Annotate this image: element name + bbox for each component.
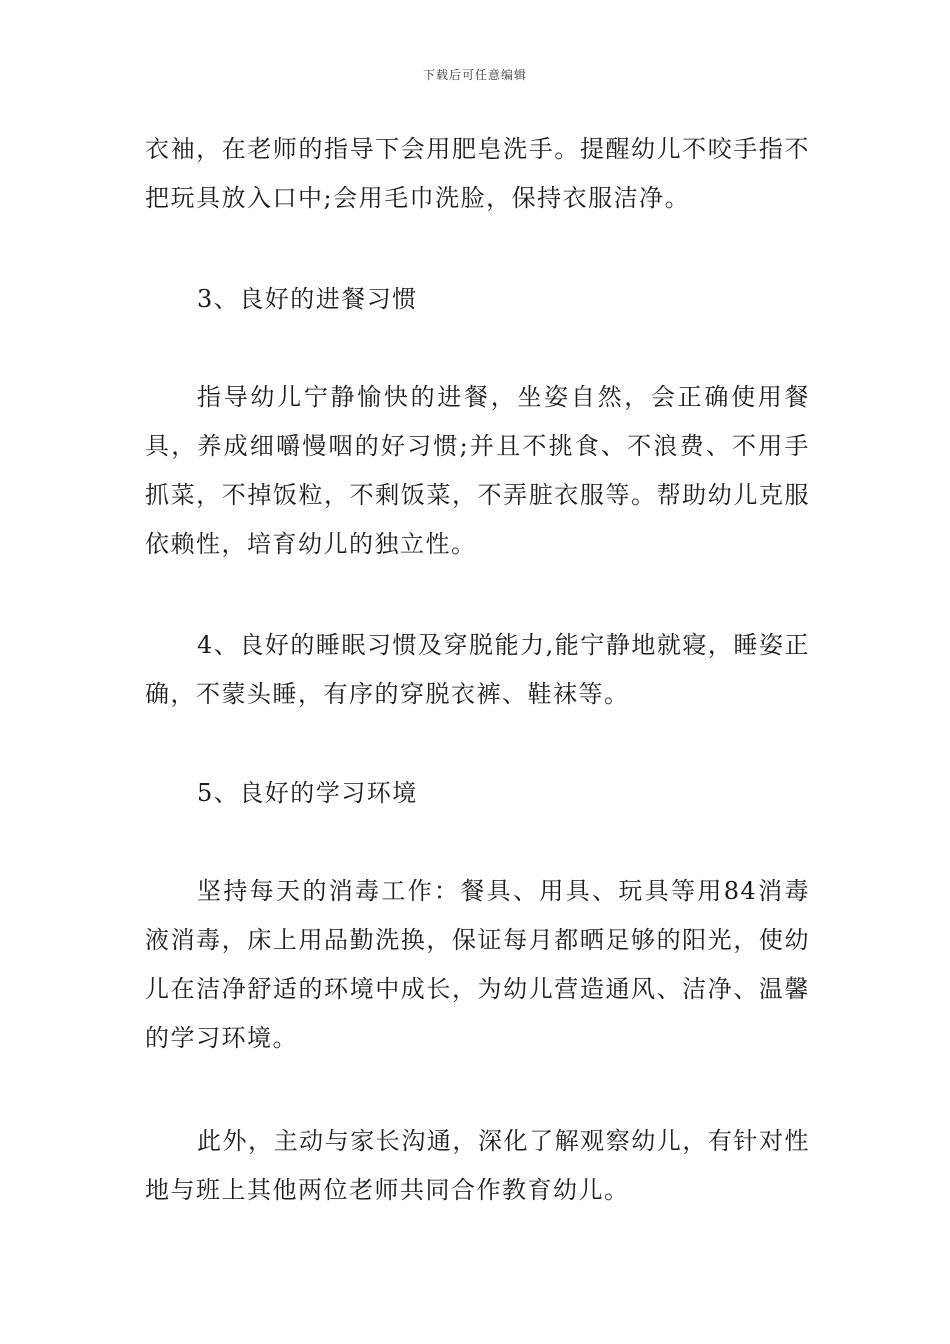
paragraph-parent-communication: 此外，主动与家长沟通，深化了解观察幼儿，有针对性地与班上其他两位老师共同合作教育幼儿。 <box>145 1127 810 1204</box>
section-heading-dining: 3、良好的进餐习惯 <box>197 285 418 313</box>
section-heading-environment: 5、良好的学习环境 <box>197 779 418 807</box>
page-header-note: 下载后可任意编辑 <box>422 68 527 82</box>
paragraph-continuation: 衣袖，在老师的指导下会用肥皂洗手。提醒幼儿不咬手指不把玩具放入口中;会用毛巾洗脸，保持衣服洁净。 <box>145 135 810 212</box>
paragraph-dining: 指导幼儿宁静愉快的进餐，坐姿自然，会正确使用餐具，养成细嚼慢咽的好习惯;并且不挑食、不浪费、不用手抓菜，不掉饭粒，不剩饭菜，不弄脏衣服等。帮助幼儿克服依赖性，培育幼儿的独立性。 <box>145 383 810 558</box>
paragraph-disinfection: 坚持每天的消毒工作：餐具、用具、玩具等用84消毒液消毒，床上用品勤洗换，保证每月都晒足够的阳光，使幼儿在洁净舒适的环境中成长，为幼儿营造通风、洁净、温馨的学习环境。 <box>145 877 810 1052</box>
section-heading-sleep: 4、良好的睡眠习惯及穿脱能力,能宁静地就寝，睡姿正确，不蒙头睡，有序的穿脱衣裤、鞋袜等。 <box>145 631 810 708</box>
